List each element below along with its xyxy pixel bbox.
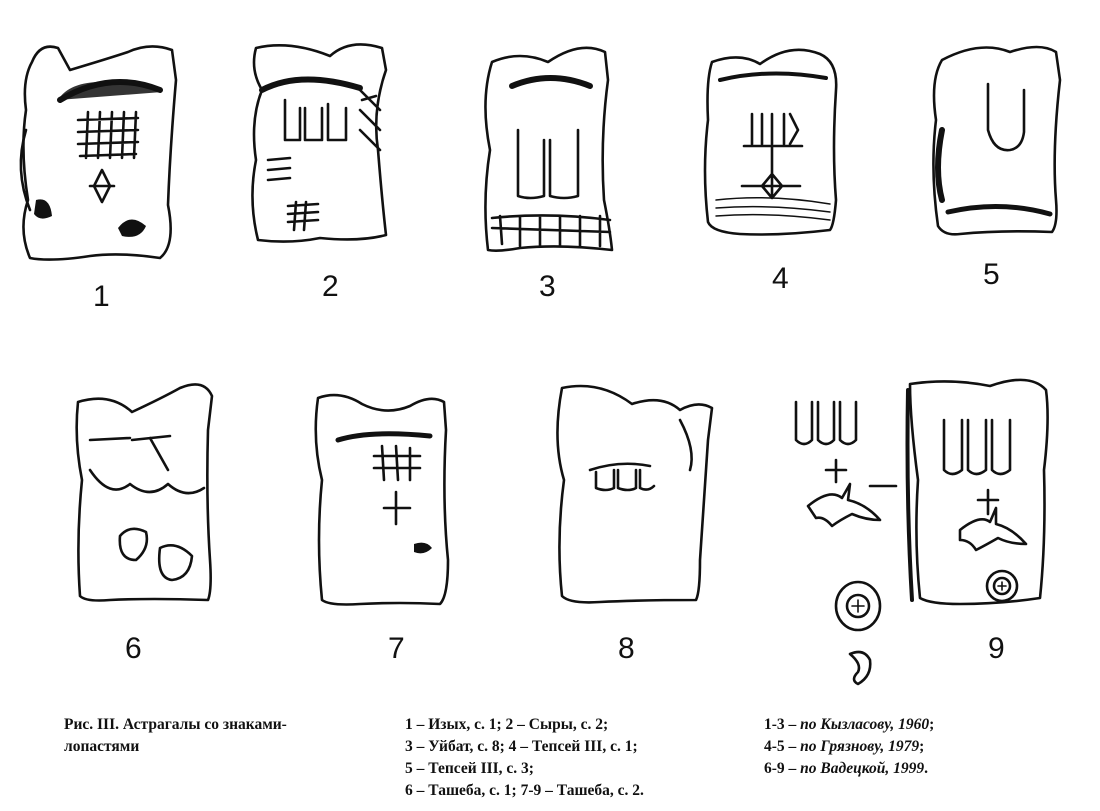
figure-label-8: 8 [618, 632, 635, 665]
astragalus-9 [796, 380, 1048, 684]
figure-label-1: 1 [93, 280, 110, 313]
figure-label-6: 6 [125, 632, 142, 665]
figure-label-2: 2 [322, 270, 339, 303]
astragalus-4 [705, 50, 836, 235]
caption-source-line: 4-5 – по Грязнову, 1979; [764, 738, 925, 755]
figure-label-9: 9 [988, 632, 1005, 665]
caption-title-line-1: Рис. III. Астрагалы со знаками- [64, 716, 287, 733]
caption-site-line: 5 – Тепсей III, с. 3; [405, 760, 534, 777]
astragalus-8 [557, 386, 712, 602]
caption-sites [405, 714, 750, 802]
astragalus-3 [485, 48, 612, 251]
figure-label-4: 4 [772, 262, 789, 295]
caption-title [64, 714, 394, 758]
caption-sources [764, 714, 1084, 780]
figure-label-5: 5 [983, 258, 1000, 291]
astragalus-5 [933, 47, 1060, 234]
astragalus-1 [21, 46, 176, 259]
astragalus-7 [316, 395, 448, 604]
caption-source-line: 1-3 – по Кызласову, 1960; [764, 716, 935, 733]
caption-title-line-2: лопастями [64, 738, 140, 755]
astragalus-2 [252, 44, 386, 241]
caption-site-line: 1 – Изых, с. 1; 2 – Сыры, с. 2; [405, 716, 609, 733]
caption-site-line: 6 – Ташеба, с. 1; 7-9 – Ташеба, с. 2. [405, 782, 644, 799]
astragalus-6 [77, 384, 212, 600]
figure-label-7: 7 [388, 632, 405, 665]
caption-source-line: 6-9 – по Вадецкой, 1999. [764, 760, 928, 777]
figure-label-3: 3 [539, 270, 556, 303]
caption-site-line: 3 – Уйбат, с. 8; 4 – Тепсей III, с. 1; [405, 738, 638, 755]
